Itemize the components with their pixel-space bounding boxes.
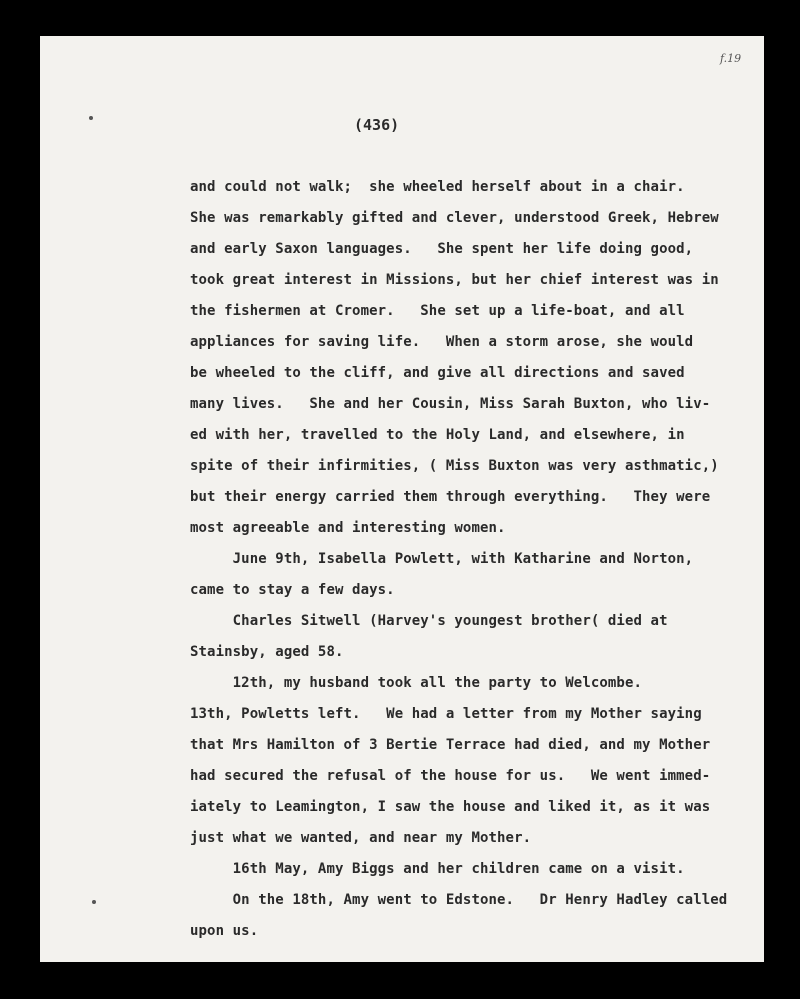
text-line: ed with her, travelled to the Holy Land, and elsewhere, in xyxy=(190,427,685,443)
text-line: and early Saxon languages. She spent her life doing good, xyxy=(190,241,694,257)
text-line: On the 18th, Amy went to Edstone. Dr Henry Hadley called xyxy=(190,892,728,908)
text-line: 12th, my husband took all the party to Welcombe. xyxy=(190,675,643,691)
margin-mark xyxy=(89,116,93,120)
text-line: 13th, Powletts left. We had a letter from my Mother saying xyxy=(190,706,702,722)
text-line: came to stay a few days. xyxy=(190,582,395,598)
body-text xyxy=(190,172,765,947)
text-line: spite of their infirmities, ( Miss Buxton was very asthmatic,) xyxy=(190,458,719,474)
folio-mark: f.19 xyxy=(720,52,742,65)
text-line: iately to Leamington, I saw the house and liked it, as it was xyxy=(190,799,711,815)
text-line: had secured the refusal of the house for us. We went immed- xyxy=(190,768,711,784)
text-line: most agreeable and interesting women. xyxy=(190,520,506,536)
text-line: and could not walk; she wheeled herself about in a chair. xyxy=(190,179,685,195)
text-line: 16th May, Amy Biggs and her children came on a visit. xyxy=(190,861,685,877)
page-number: (436) xyxy=(354,116,400,134)
text-line: took great interest in Missions, but her chief interest was in xyxy=(190,272,719,288)
text-line: the fishermen at Cromer. She set up a life-boat, and all xyxy=(190,303,685,319)
text-line: but their energy carried them through everything. They were xyxy=(190,489,711,505)
text-line: that Mrs Hamilton of 3 Bertie Terrace had died, and my Mother xyxy=(190,737,711,753)
text-line: Stainsby, aged 58. xyxy=(190,644,344,660)
text-line: many lives. She and her Cousin, Miss Sarah Buxton, who liv- xyxy=(190,396,711,412)
text-line: June 9th, Isabella Powlett, with Katharine and Norton, xyxy=(190,551,694,567)
margin-mark xyxy=(92,900,96,904)
text-line: She was remarkably gifted and clever, understood Greek, Hebrew xyxy=(190,210,719,226)
text-line: just what we wanted, and near my Mother. xyxy=(190,830,532,846)
text-line: appliances for saving life. When a storm arose, she would xyxy=(190,334,694,350)
text-line: Charles Sitwell (Harvey's youngest brother( died at xyxy=(190,613,668,629)
text-line: be wheeled to the cliff, and give all directions and saved xyxy=(190,365,685,381)
text-line: upon us. xyxy=(190,923,259,939)
